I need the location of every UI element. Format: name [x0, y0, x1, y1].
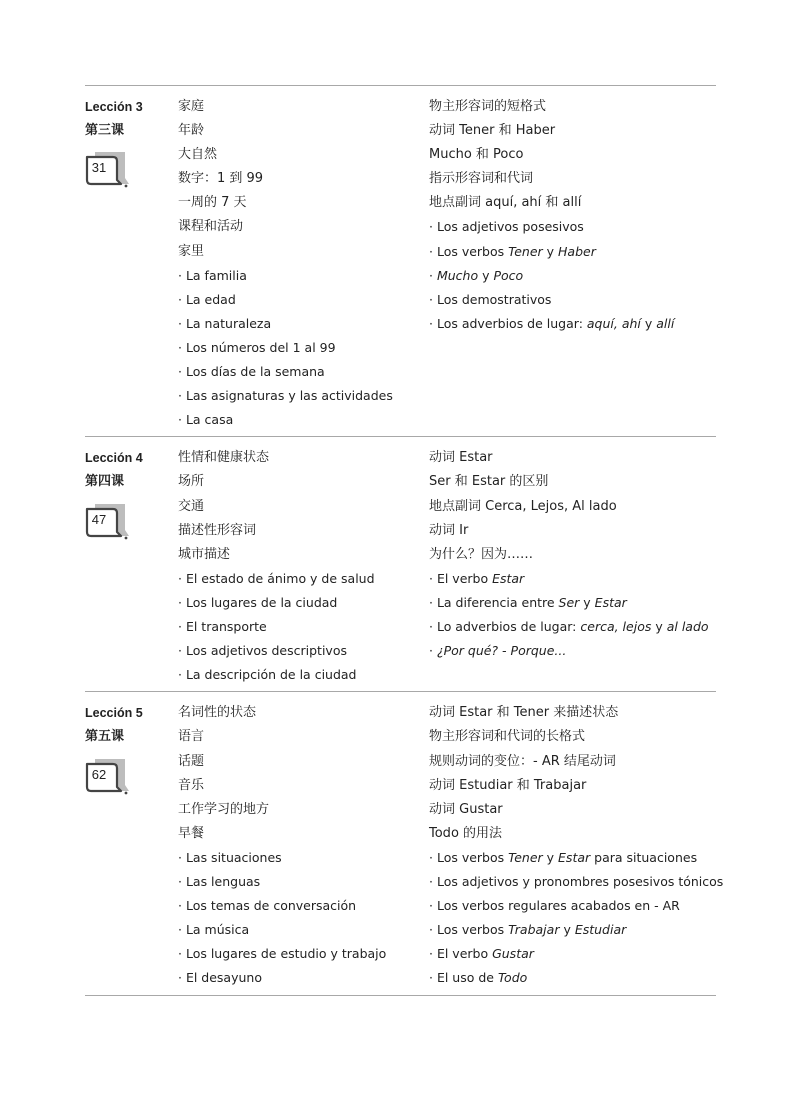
grammar-zh: 动词 Tener 和 Haber — [429, 123, 556, 139]
grammar-es — [429, 615, 719, 639]
grammar-es — [429, 918, 719, 942]
topic-es: · El estado de ánimo y de salud — [178, 570, 375, 586]
grammar-es — [429, 966, 719, 990]
topic-es: · Los números del 1 al 99 — [178, 339, 336, 355]
lesson-number-zh: 第五课 — [85, 729, 125, 745]
lesson-label — [85, 446, 175, 541]
grammar-zh: 规则动词的变位：- AR 结尾动词 — [429, 753, 616, 769]
grammar-es — [429, 215, 719, 239]
grammar-text: · La diferencia entre — [429, 594, 559, 610]
grammar-column — [429, 95, 719, 336]
page-number: 62 — [91, 766, 107, 782]
grammar-term: Tener — [508, 849, 543, 865]
topic-zh: 家庭 — [178, 99, 205, 114]
lesson-block — [85, 692, 724, 994]
grammar-term: aquí, ahí — [586, 315, 641, 331]
grammar-text: · El verbo — [429, 570, 493, 586]
grammar-text: · Los demostrativos — [429, 291, 552, 307]
grammar-text: · El uso de — [429, 970, 498, 986]
grammar-es — [429, 870, 724, 894]
topic-es: · La música — [178, 922, 250, 938]
topic-zh: 名词性的状态 — [178, 705, 257, 721]
grammar-term: Estar — [558, 849, 591, 865]
grammar-es — [429, 942, 719, 966]
topic-zh: 年龄 — [178, 123, 205, 139]
lesson-number-zh: 第三课 — [85, 123, 125, 139]
grammar-term: Haber — [558, 243, 596, 259]
grammar-zh: Ser 和 Estar 的区别 — [429, 474, 549, 490]
topic-es: · El transporte — [178, 619, 267, 635]
topic-es: · Los días de la semana — [178, 364, 325, 380]
grammar-zh: 物主形容词的短格式 — [429, 99, 547, 114]
lesson-number-zh: 第四课 — [85, 474, 125, 490]
grammar-text: · Los adjetivos posesivos — [429, 219, 584, 235]
topic-es: · La edad — [178, 291, 236, 307]
grammar-es — [429, 312, 719, 336]
lesson-number-es: Lección 4 — [85, 451, 143, 466]
grammar-text: y — [559, 922, 575, 938]
page-badge — [85, 502, 131, 542]
topics-column — [178, 95, 418, 432]
topic-zh: 城市描述 — [178, 546, 231, 562]
grammar-term: Mucho — [436, 267, 479, 283]
grammar-term: Estudiar — [574, 922, 627, 938]
grammar-text: y — [651, 619, 667, 635]
grammar-term: Ser — [558, 594, 580, 610]
grammar-term: al lado — [666, 619, 709, 635]
topic-zh: 大自然 — [178, 147, 218, 163]
topic-zh: 音乐 — [178, 777, 205, 793]
topic-zh: 话题 — [178, 753, 205, 769]
grammar-es — [429, 639, 719, 663]
lesson-block — [85, 437, 716, 691]
grammar-term: Gustar — [492, 946, 534, 962]
grammar-term: Trabajar — [508, 922, 560, 938]
grammar-term: Todo — [497, 970, 528, 986]
grammar-text: · Los verbos regulares acabados en - AR — [429, 898, 680, 914]
topics-column — [178, 446, 418, 687]
topic-zh: 性情和健康状态 — [178, 450, 270, 466]
grammar-text: · Los adjetivos y pronombres posesivos tónicos — [429, 874, 724, 890]
grammar-text: · — [429, 267, 437, 283]
grammar-text: y — [542, 849, 559, 865]
grammar-zh: 动词 Gustar — [429, 801, 503, 817]
grammar-zh: 地点副词 aquí, ahí 和 allí — [429, 195, 582, 211]
grammar-text: y — [542, 243, 559, 259]
table-of-contents — [85, 85, 724, 996]
grammar-column — [429, 446, 719, 663]
grammar-zh: Mucho 和 Poco — [429, 147, 524, 163]
grammar-zh: 动词 Estudiar 和 Trabajar — [429, 777, 587, 793]
topic-zh: 语言 — [178, 729, 205, 745]
topic-zh: 一周的 7 天 — [178, 195, 247, 211]
grammar-text: para situaciones — [590, 849, 698, 865]
grammar-text: y — [478, 267, 494, 283]
grammar-es — [429, 288, 719, 312]
grammar-text: y — [640, 315, 657, 331]
grammar-term: Poco — [493, 267, 524, 283]
grammar-text: · — [429, 643, 437, 659]
page-badge — [85, 757, 131, 797]
grammar-es — [429, 846, 719, 870]
page-badge — [85, 150, 131, 190]
grammar-zh: 动词 Estar — [429, 450, 493, 466]
divider — [85, 995, 716, 996]
grammar-zh: 物主形容词和代词的长格式 — [429, 729, 586, 745]
grammar-text: · Los verbos — [429, 922, 509, 938]
topic-es: · Los lugares de la ciudad — [178, 594, 338, 610]
grammar-column — [429, 701, 724, 990]
page-number: 47 — [91, 511, 107, 527]
topics-column — [178, 701, 418, 990]
grammar-term: Tener — [508, 243, 543, 259]
lesson-block — [85, 86, 716, 436]
topic-zh: 场所 — [178, 474, 205, 490]
topic-es: · La casa — [178, 412, 234, 428]
grammar-es — [429, 567, 719, 591]
grammar-zh: 动词 Ir — [429, 522, 469, 538]
topic-zh: 交通 — [178, 498, 205, 514]
lesson-label — [85, 701, 175, 796]
lesson-list — [85, 86, 724, 996]
grammar-zh: Todo 的用法 — [429, 825, 503, 841]
topic-es: · Los temas de conversación — [178, 898, 357, 914]
lesson-number-es: Lección 3 — [85, 100, 143, 114]
grammar-text: · Los verbos — [429, 243, 509, 259]
grammar-text: · Lo adverbios de lugar: — [429, 619, 581, 635]
topic-es: · Los lugares de estudio y trabajo — [178, 946, 387, 962]
topic-zh: 早餐 — [178, 825, 205, 841]
grammar-zh: 指示形容词和代词 — [429, 171, 534, 187]
topic-es: · Los adjetivos descriptivos — [178, 643, 347, 659]
topic-es: · Las asignaturas y las actividades — [178, 388, 393, 404]
grammar-text: y — [579, 594, 595, 610]
grammar-zh: 地点副词 Cerca, Lejos, Al lado — [429, 498, 617, 514]
topic-zh: 描述性形容词 — [178, 522, 257, 538]
grammar-zh: 为什么？因为…… — [429, 546, 534, 562]
grammar-term: Estar — [492, 570, 525, 586]
grammar-term: allí — [656, 315, 675, 331]
grammar-es — [429, 240, 719, 264]
grammar-zh: 动词 Estar 和 Tener 来描述状态 — [429, 705, 619, 721]
topic-es: · Las situaciones — [178, 849, 282, 865]
grammar-text: · Los verbos — [429, 849, 509, 865]
topic-zh: 家里 — [178, 243, 205, 259]
lesson-number-es: Lección 5 — [85, 706, 143, 721]
topic-es: · La naturaleza — [178, 315, 272, 331]
topic-es: · La familia — [178, 267, 247, 283]
topic-zh: 数字：1 到 99 — [178, 171, 264, 187]
topic-es: · La descripción de la ciudad — [178, 667, 357, 683]
grammar-term: Estar — [594, 594, 627, 610]
topic-zh: 课程和活动 — [178, 219, 244, 235]
grammar-es — [429, 264, 719, 288]
grammar-text: · Los adverbios de lugar: — [429, 315, 587, 331]
grammar-es — [429, 591, 719, 615]
grammar-term: cerca, lejos — [580, 619, 652, 635]
topic-es: · El desayuno — [178, 970, 262, 986]
page-number: 31 — [91, 160, 107, 176]
topic-zh: 工作学习的地方 — [178, 801, 270, 817]
grammar-es — [429, 894, 719, 918]
grammar-text: · El verbo — [429, 946, 493, 962]
lesson-label — [85, 95, 175, 190]
grammar-term: ¿Por qué? - Porque... — [436, 643, 567, 659]
topic-es: · Las lenguas — [178, 874, 261, 890]
